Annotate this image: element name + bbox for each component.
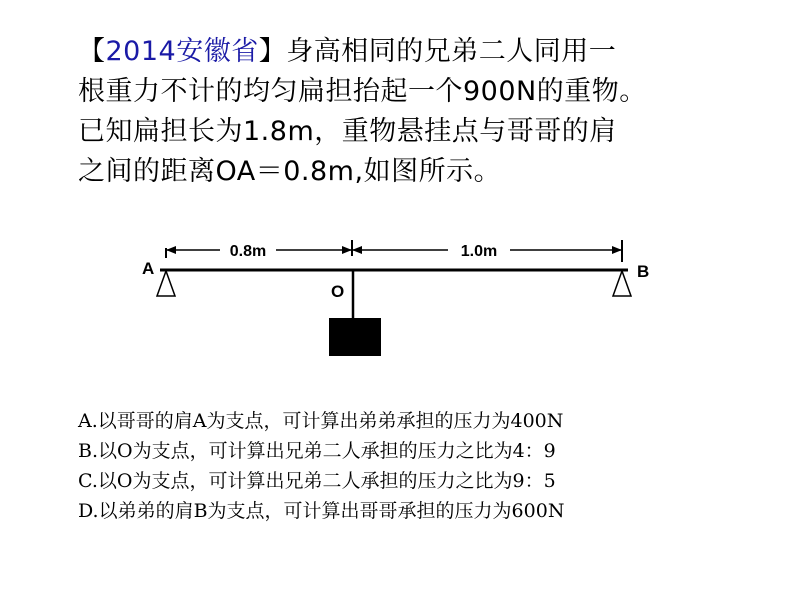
weight-block bbox=[329, 318, 381, 356]
source-bracket-open: 【 bbox=[78, 36, 106, 67]
dim-label-left: 0.8m bbox=[229, 243, 267, 260]
support-a-triangle bbox=[157, 271, 175, 296]
source-tag: 2014安徽省 bbox=[105, 36, 259, 67]
option-d: D.以弟弟的肩B为支点，可计算出哥哥承担的压力为600N bbox=[78, 500, 565, 522]
label-a: A bbox=[142, 259, 155, 278]
problem-line-3: 已知扁担长为1.8m，重物悬挂点与哥哥的肩 bbox=[78, 116, 617, 147]
source-bracket-close: 】 bbox=[258, 36, 287, 67]
dim-arrow-right-start bbox=[352, 246, 362, 254]
dim-arrow-left-start bbox=[166, 246, 176, 254]
option-c: C.以O为支点，可计算出兄弟二人承担的压力之比为9：5 bbox=[78, 470, 556, 492]
label-o: O bbox=[331, 282, 345, 301]
option-a: A.以哥哥的肩A为支点，可计算出弟弟承担的压力为400N bbox=[78, 410, 564, 432]
answer-options bbox=[78, 406, 778, 526]
problem-line-2: 根重力不计的均匀扁担抬起一个900N的重物。 bbox=[78, 76, 647, 107]
dimension-line bbox=[166, 240, 622, 262]
problem-line-1-text: 身高相同的兄弟二人同用一 bbox=[286, 36, 617, 67]
dim-arrow-right-end bbox=[612, 246, 622, 254]
dim-arrow-left-end bbox=[342, 246, 352, 254]
problem-line-4: 之间的距离OA＝0.8m,如图所示。 bbox=[78, 156, 502, 187]
option-b: B.以O为支点，可计算出兄弟二人承担的压力之比为4：9 bbox=[78, 440, 556, 462]
label-b: B bbox=[637, 262, 650, 281]
dim-label-right: 1.0m bbox=[460, 243, 498, 260]
support-b-triangle bbox=[613, 271, 631, 296]
